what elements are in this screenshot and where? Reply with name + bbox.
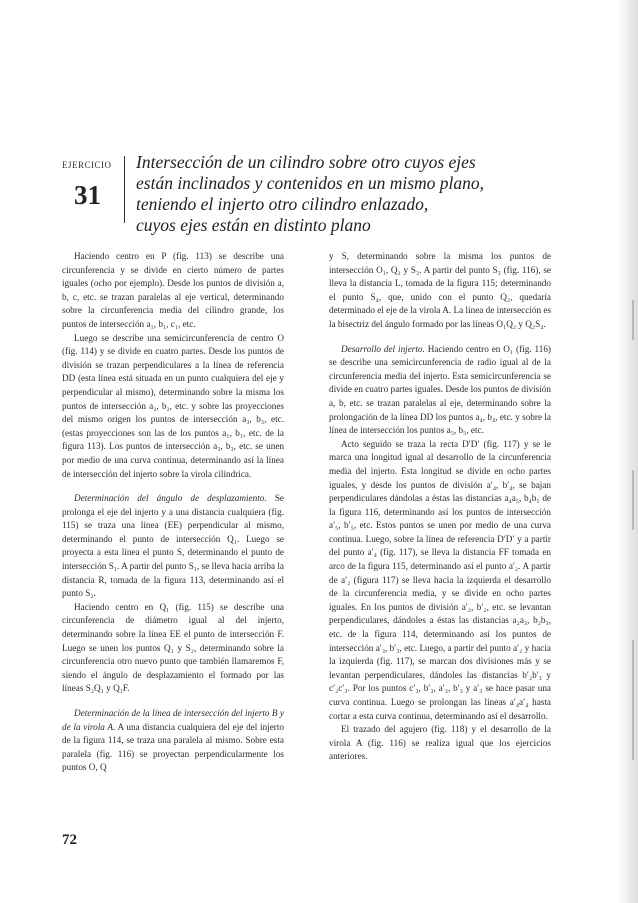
paragraph — [62, 492, 284, 601]
title-line: cuyos ejes están en distinto plano — [136, 215, 371, 235]
paragraph: Haciendo centro en Q₁ (fig. 115) se describe una circunferencia de diámetro igual al del injerto, determinando sobre la línea EE el punto de intersección F. Luego se unen los puntos Q₁ y S₂, determinando sobre la circunferencia otro nuevo punto que también llamaremos F, siendo el ángulo de desplazamiento el formado por las líneas S₂Q₁ y Q₁F. — [62, 601, 284, 694]
paragraph: y S, determinando sobre la misma los puntos de intersección O₁, Q₂ y S₃. A partir del punto S₃ (fig. 116), se lleva la distancia L, tomada de la figura 115; determinando el punto S₄, que, unido con el punto Q₂, quedaría determinado el eje de la virola A. La línea de intersección es la bisectriz del ángulo formado por las líneas O₁Q₂ y Q₂S₄. — [329, 251, 551, 329]
paragraph: Haciendo centro en P (fig. 113) se describe una circunferencia y se divide en cierto número de partes iguales (ocho por ejemplo). Desde los puntos de división a, b, c, etc. se trazan paralelas al eje vertical, determinando sobre la circunferencia media del cilindro grande, los puntos de intersección a₁, b₁, c₁, etc. — [62, 251, 284, 329]
exercise-title — [136, 152, 531, 236]
paragraph: Luego se describe una semicircunferencia de centro O (fig. 114) y se divide en cuatro partes. Desde los puntos de división se trazan perpendiculares a la línea de referencia DD (esta línea está situada en un punto cualquiera del eje y perpendicular al mismo), determinando sobre la misma los puntos de intersección a₂, b₂, etc. y sobre las proyecciones del mismo origen los puntos de intersección a₃, b₃, etc. (estas proyecciones son las de los puntos a₁, b₁, etc. de la figura 113). Los puntos de intersección a₃, b₃, etc. se unen por medio de una curva continua, determinando así la línea de intersección del injerto sobre la virola cilíndrica. — [62, 332, 284, 479]
title-line: están inclinados y contenidos en un mismo plano, — [136, 173, 485, 193]
paragraph-body: A una distancia cualquiera del eje del injerto de la figura 114, se traza una paralela al mismo. Sobre esta paralela (fig. 116) se proyectan perpendicularmente los puntos O, Q — [62, 721, 285, 773]
paragraph-body: Se prolonga el eje del injerto y a una distancia cualquiera (fig. 115) se traza una línea (EE) perpendicular al mismo, determinando el punto de intersección Q₁. Luego se proyecta a esta línea el punto S, determinando el punto de intersección S₁. A partir del punto S₁, se lleva hacia arriba la distancia R, tomada de la figura 113, determinando así el punto S₂. — [62, 493, 284, 599]
page-number: 72 — [62, 832, 77, 848]
paragraph: El trazado del agujero (fig. 118) y el desarrollo de la virola A (fig. 116) se realiza igual que los ejercicios anteriores. — [329, 724, 551, 762]
page-edge-shadow — [616, 0, 638, 903]
paragraph — [329, 343, 551, 438]
title-divider — [124, 156, 125, 223]
right-column — [329, 250, 551, 764]
title-line: teniendo el injerto otro cilindro enlazado, — [136, 194, 429, 214]
title-line: Intersección de un cilindro sobre otro cuyos ejes — [136, 152, 476, 172]
paragraph — [62, 707, 284, 775]
exercise-label: EJERCICIO — [62, 160, 112, 170]
left-column — [62, 250, 284, 775]
subheading: Determinación del ángulo de desplazamiento. — [74, 493, 267, 504]
exercise-number: 31 — [74, 180, 101, 210]
paragraph-body: Haciendo centro en O₁ (fig. 116) se describe una semicircunferencia de radio igual al de la circunferencia media del injerto. Esta semicircunferencia se divide en cuatro partes iguales. Desde los puntos de división a, b, etc. se trazan paralelas al eje, determinando sobre la prolongación de la línea DD los puntos a₄, b₄, etc. y sobre la línea de intersección los puntos a₅, b₅, etc. — [329, 343, 551, 436]
subheading: Desarrollo del injerto. — [341, 343, 425, 354]
subheading: Determinación de la línea de intersección del injerto B y de la virola A. — [62, 708, 284, 732]
paragraph: Acto seguido se traza la recta D′D′ (fig. 117) y se le marca una longitud igual al desarrollo de la circunferencia media del injerto. Esta longitud se divide en ocho partes iguales, y desde los puntos de división a′₄, b′₄, se bajan perpendiculares dándolas a éstas las distancias a₄a₅, b₄b₅ de la figura 116, determinando así los puntos de intersección a′₅, b′₅, etc. Estos puntos se unen por medio de una curva continua. Luego, sobre la línea de referencia D′D′ y a partir del punto a′₄ (fig. 117), se lleva la distancia FF tomada en arco de la figura 115, determinando así el punto a′₂. A partir de a′₂ (figura 117) se lleva hacia la izquierda el desarrollo de la circunferencia media, y se divide en ocho partes iguales. En los puntos de división a′₂, b′₂, etc. se levantan perpendiculares, dándoles a éstas las distancias a₂a₃, b₂b₃, etc. de la figura 114, determinando así los puntos de intersección a′₃, b′₃, etc. Luego, a partir del punto a′₂ y hacia la izquierda (fig. 117), se marcan dos divisiones más y se levantan perpendiculares, dándoles las distancias b′₂b′₃ y c′₂c′₃. Por los puntos c′₃, b′₃, a′₃, b′₃ y a′₃ se hace pasar una curva continua. Luego se prolongan las líneas a′₄a′₄ hasta cortar a esta curva continua, determinando así el desarrollo. — [329, 438, 551, 721]
